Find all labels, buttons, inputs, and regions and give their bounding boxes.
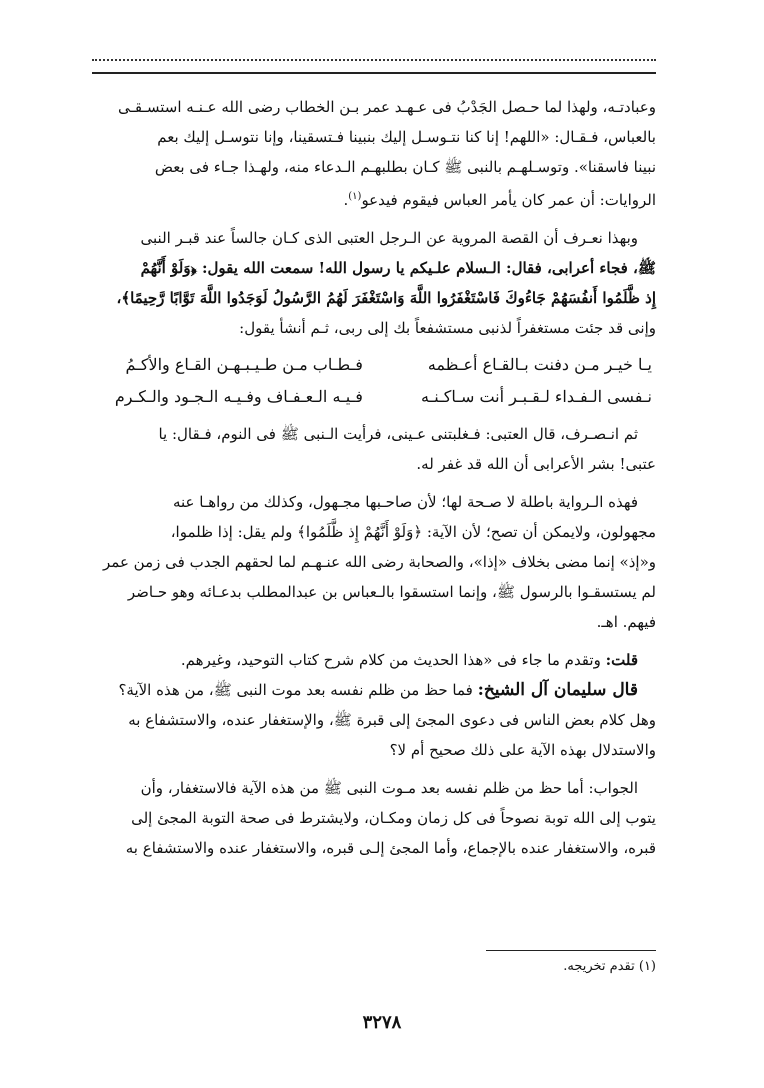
poem-verse [92,349,656,381]
text-line: لم يستسقـوا بالرسول ﷺ، وإنما استسقوا بالـعباس بن عبدالمطلب بدعـائه وهو حـاضر [127,583,656,601]
paragraph-6 [92,675,656,765]
poem-hemistich: فـطـاب مـن طـيـبـهـن القـاع والأكـمُ [125,355,363,374]
poem-hemistich: نـفسى الـفـداء لـقـبـر أنت سـاكـنـه [420,387,652,406]
paragraph-2 [92,223,656,343]
poem-verse [92,381,656,413]
text-line: ﷺ، فجاء أعرابى، فقال: الـسلام علـيكم يا رسول الله! سمعت الله يقول: ﴿وَلَوْ أَنَّهُمْ [140,259,656,277]
text-line: نبينا فاسقنا». وتوسـلهـم بالنبى ﷺ كـان بطلبهـم الـدعاء منه، ولهـذا جـاء فى بعض [154,158,656,176]
footnote-marker: (١) [348,191,362,202]
text-span: الروايات: أن عمر كان يأمر العباس فيقوم فيدعو [361,191,656,209]
text-line: ثم انـصـرف، قال العتبى: فـغلبتنى عـينى، فرأيت الـنبى ﷺ فى النوم، فـقال: يا [158,425,638,443]
text-line: قبره، والاستغفار عنده بالإجماع، وأما المجئ إلـى قبره، والاستغفار عنده والاستشفاع به [125,839,656,857]
text-line: وعبادتـه، ولهذا لما حـصل الجَدْبُ فى عـهـد عمر بـن الخطاب رضى الله عـنـه استسـقـى [117,98,656,116]
lead-word: قال سليمان آل الشيخ: [477,680,638,700]
period: . [343,191,349,209]
main-text [92,92,656,863]
text-line [92,182,656,215]
text-line: مجهولون، ولايمكن أن تصح؛ لأن الآية: ﴿وَلَوْ أَنَّهُمْ إِذ ظَّلَمُوا﴾ ولم يقل: إذا ظلموا، [170,523,656,541]
text-line: و«إذ» إنما مضى بخلاف «إذا»، والصحابة رضى الله عنـهـم لما لحقهم الجدب فى زمن عمر [103,553,656,571]
header-dotted-rule [92,59,656,61]
quran-verse-line: إِذ ظَّلَمُوا أَنفُسَهُمْ جَاءُوكَ فَاسْتَغْفَرُوا اللَّهَ وَاسْتَغْفَرَ لَهُمُ الرَّسُولُ لَوَجَدُوا اللَّهَ تَوَّابًا رَّحِيمًا﴾، [116,289,656,307]
text-line: وبهذا نعـرف أن القصة المروية عن الـرجل العتبى الذى كـان جالساً عند قبـر النبى [140,229,638,247]
footnote-rule [486,950,656,951]
text-line: والاستدلال بهذه الآية على ذلك صحيح أم لا؟ [389,741,656,759]
text-line: وإنى قد جئت مستغفراً لذنبى مستشفعاً بك إلى ربى، ثـم أنشأ يقول: [239,319,656,337]
lead-word: قلت: [605,651,638,669]
paragraph-5 [92,645,656,675]
text-line: وهل كلام بعض الناس فى دعوى المجئ إلى قبرة ﷺ، والإستغفار عنده، والاستشفاع به [128,711,656,729]
header-solid-rule [92,72,656,74]
poem-hemistich: يـا خيـر مـن دفنت بـالقـاع أعـظمه [427,355,652,374]
paragraph-7 [92,773,656,863]
paragraph-1 [92,92,656,215]
poem-hemistich: فـيـه الـعـفـاف وفـيـه الـجـود والـكـرم [114,387,363,406]
footnote: (١) تقدم تخريجه. [563,959,656,974]
text-line: بالعباس، فـقـال: «اللهم! إنا كنا نتـوسـل إليك بنبينا فـتسقينا، وإنا نتوسـل إليك بعم [157,128,656,146]
text-line: عتبى! بشر الأعرابى أن الله قد غفر له. [416,455,656,473]
text-span: وتقدم ما جاء فى «هذا الحديث من كلام شرح كتاب التوحيد، وغيرهم. [180,651,606,669]
poem [92,349,656,413]
page-number: ٣٢٧٨ [362,1012,402,1033]
text-span: فما حظ من ظلم نفسه بعد موت النبى ﷺ، من هذه الآية؟ [118,681,478,699]
paragraph-4 [92,487,656,637]
paragraph-3 [92,419,656,479]
text-line [92,675,656,705]
text-line: فيهم. اهـ. [596,613,656,631]
text-line: يتوب إلى الله توبة نصوحاً فى كل زمان ومكـان، ولايشترط فى صحة التوبة المجئ إلى [131,809,656,827]
text-line: الجواب: أما حظ من ظلم نفسه بعد مـوت النبى ﷺ من هذه الآية فالاستغفار، وأن [140,779,638,797]
text-line [92,645,656,675]
text-line: فهذه الـرواية باطلة لا صـحة لها؛ لأن صاحـبها مجـهول، وكذلك من رواهـا عنه [172,493,638,511]
